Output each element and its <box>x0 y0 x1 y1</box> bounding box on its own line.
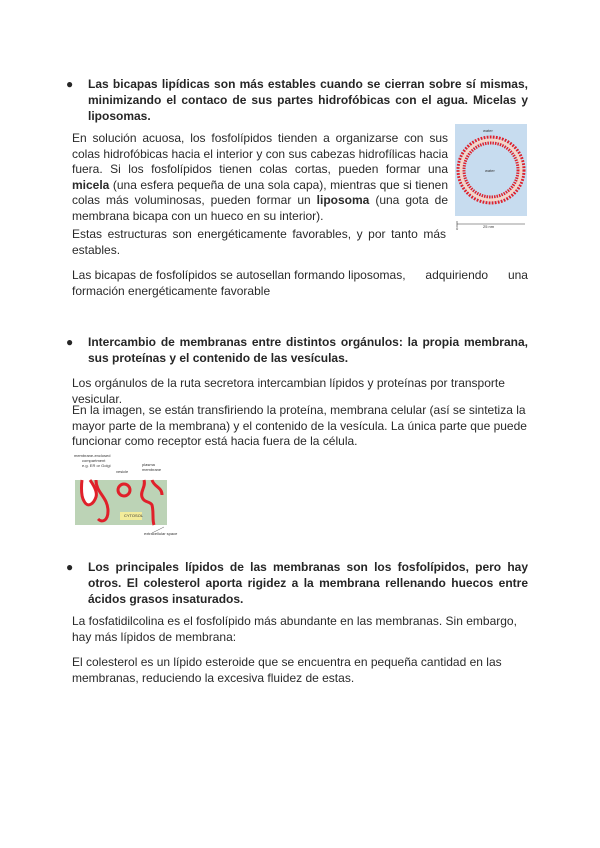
paragraph-stability <box>72 227 446 258</box>
water-label-inner: water <box>485 168 495 173</box>
text: En solución acuosa, los fosfolípidos tienden a organizarse con sus colas hidrofóbicas hacia el interior y con sus cabezas hidrofílicas hacia fuera. Si los fosfolípidos tienen colas cortas, pueden formar una <box>72 131 448 176</box>
text: Los orgánulos de la ruta secretora intercambian lípidos y proteínas por transporte vesicular. <box>72 376 505 406</box>
paragraph-micelles <box>72 131 448 224</box>
compartment-label: compartment <box>82 458 106 463</box>
membrane-label: membrane <box>142 467 162 472</box>
bullet-lipids <box>66 559 528 607</box>
bold-term-micela: micela <box>72 177 110 192</box>
extracellular-space-label: extracellular space <box>144 531 178 536</box>
text: (una esfera pequeña de una sola capa), mientras que si tienen colas más voluminosas, pueden formar un <box>72 177 448 207</box>
text: El colesterol es un lípido esteroide que se encuentra en pequeña cantidad en las membranas, reduciendo la excesiva fluidez de estas. <box>72 655 502 685</box>
bullet-dot: ● <box>66 560 74 574</box>
compartment-membrane <box>82 480 97 505</box>
autoseal-line1 <box>72 268 528 284</box>
text: Las bicapas de fosfolípidos se autosellan formando liposomas, <box>72 268 406 282</box>
membrane-enclosed-label: membrane-enclosed <box>74 453 111 458</box>
bullet-membrane-exchange-text: Intercambio de membranas entre distintos orgánulos: la propia membrana, sus proteínas y el contenido de las vesículas. <box>88 335 528 365</box>
er-golgi-label: e.g. ER or Golgi <box>82 463 111 468</box>
paragraph-phosphatidylcholine <box>72 614 528 645</box>
text: En la imagen, se están transfiriendo la proteína, membrana celular (así se sintetiza la mayor parte de la membrana) y el contenido de la vesícula. La única parte que puede funcionar como receptor está hacia fuera de la célula. <box>72 403 527 448</box>
cytosol-label: CYTOSOL <box>124 513 144 518</box>
bullet-liposomes <box>66 76 528 124</box>
autoseal-line2: formación energéticamente favorable <box>72 283 271 298</box>
water-label-outer: water <box>483 128 493 133</box>
text: adquiriendo <box>425 268 489 282</box>
text: (una gota de membrana bicapa con un hueco en su interior). <box>72 193 448 223</box>
paragraph-autoseal <box>72 268 528 299</box>
text: Estas estructuras son energéticamente favorables, y por tanto más estables. <box>72 227 446 257</box>
bullet-membrane-exchange <box>66 334 528 366</box>
liposome-figure <box>455 124 527 232</box>
bullet-dot: ● <box>66 77 74 91</box>
bold-term-liposoma: liposoma <box>316 193 370 207</box>
paragraph-image-explanation <box>72 403 528 450</box>
text: La fosfatidilcolina es el fosfolípido más abundante en las membranas. Sin embargo, hay más lípidos de membrana: <box>72 614 517 644</box>
vesicle-circle <box>118 484 130 496</box>
bullet-lipids-text: Los principales lípidos de las membranas son los fosfolípidos, pero hay otros. El colesterol aporta rigidez a la membrana rellenando huecos entre ácidos grasos insaturados. <box>88 560 528 606</box>
scale-label-25nm: 25 nm <box>483 224 495 229</box>
bullet-dot: ● <box>66 335 74 349</box>
liposome-diagram <box>455 124 527 232</box>
text: una <box>507 268 528 282</box>
plasma-label: plasma <box>142 462 155 467</box>
vesicle-figure <box>72 453 178 537</box>
bullet-liposomes-text: Las bicapas lipídicas son más estables cuando se cierran sobre sí mismas, minimizando el contaco de sus partes hidrofóbicas con el agua. Micelas y liposomas. <box>88 77 528 123</box>
paragraph-cholesterol <box>72 655 528 686</box>
vesicle-label: vesicle <box>116 469 129 474</box>
scale-label-zero: 0 <box>456 226 459 231</box>
